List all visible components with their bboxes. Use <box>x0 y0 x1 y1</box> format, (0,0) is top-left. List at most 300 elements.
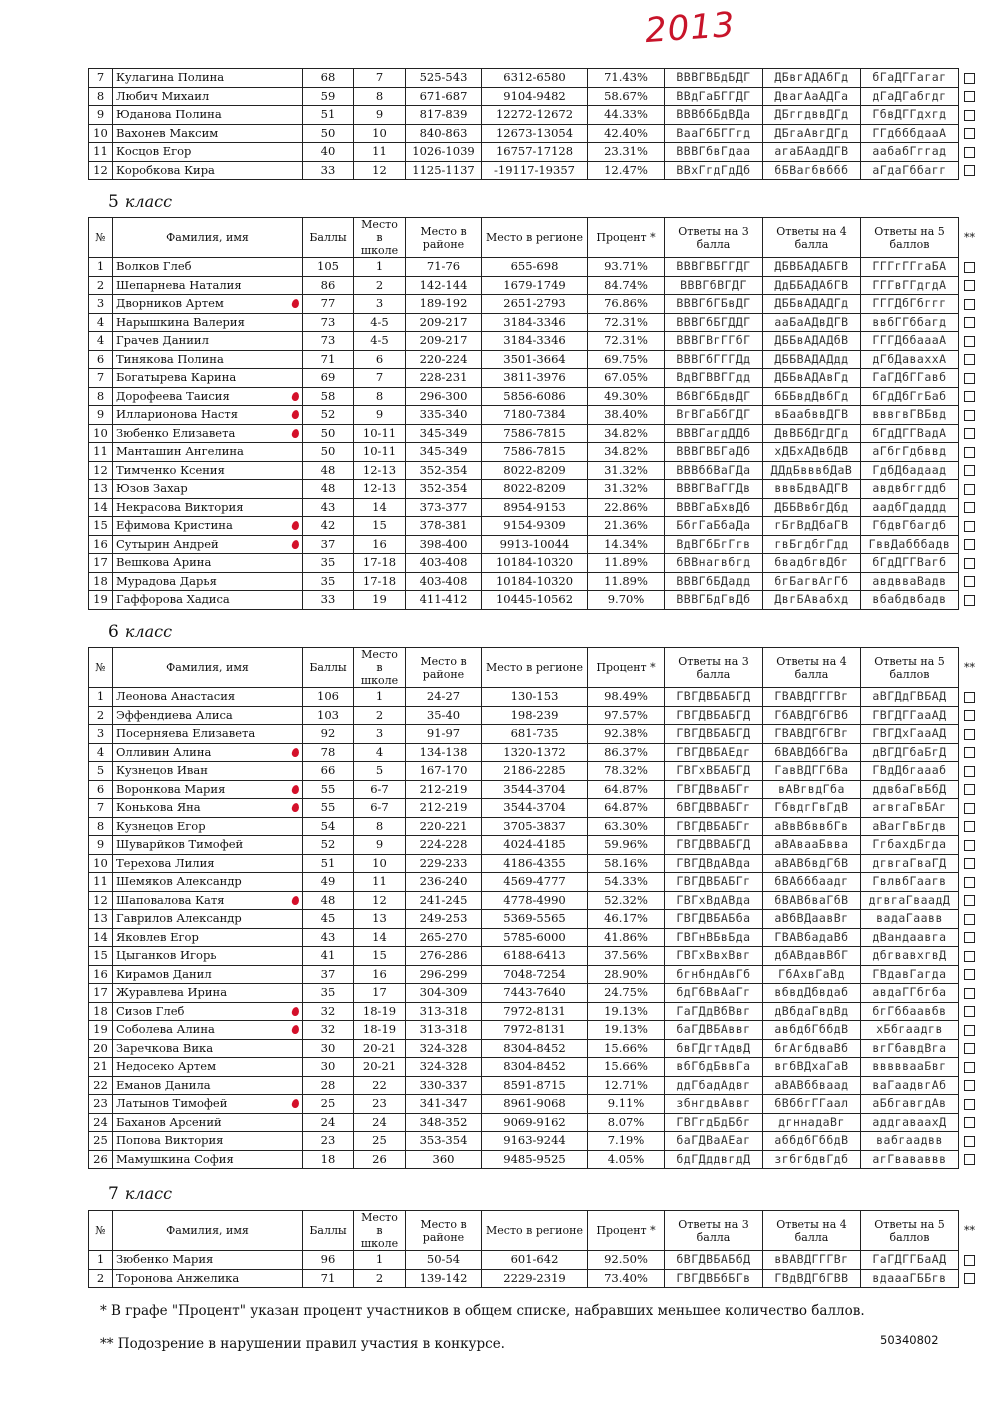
cell-name <box>113 87 303 106</box>
checkbox-icon[interactable] <box>964 710 975 721</box>
cell-name <box>113 124 303 143</box>
checkbox-icon[interactable] <box>964 502 975 513</box>
cell-num: 26 <box>89 1150 113 1169</box>
cell-ans3: ГВГхВдАВда <box>665 891 763 910</box>
checkbox-icon[interactable] <box>964 1273 975 1284</box>
cell-percent: 46.17% <box>588 910 665 929</box>
checkbox-icon[interactable] <box>964 391 975 402</box>
cell-name <box>113 910 303 929</box>
cell-num: 15 <box>89 517 113 536</box>
cell-num: 12 <box>89 461 113 480</box>
cell-ans3: ВдВГВВГГдд <box>665 369 763 388</box>
table-row <box>89 965 981 984</box>
col-name: Фамилия, имя <box>113 648 303 688</box>
violation-flag-cell <box>959 725 981 744</box>
table-row <box>89 1095 981 1114</box>
cell-percent: 58.16% <box>588 854 665 873</box>
cell-region: 3501-3664 <box>482 350 588 369</box>
cell-district: 378-381 <box>406 517 482 536</box>
col-ans5: Ответы на 5 баллов <box>861 218 959 258</box>
cell-ans5: вввввааБвг <box>861 1058 959 1077</box>
checkbox-icon[interactable] <box>964 465 975 476</box>
cell-score: 25 <box>303 1095 354 1114</box>
cell-name <box>113 1251 303 1270</box>
checkbox-icon[interactable] <box>964 280 975 291</box>
table-row <box>89 947 981 966</box>
cell-name <box>113 350 303 369</box>
cell-ans3: БбгГаБбаДа <box>665 517 763 536</box>
cell-ans5: ГГГвГГдгдА <box>861 276 959 295</box>
checkbox-icon[interactable] <box>964 1136 975 1147</box>
checkbox-icon[interactable] <box>964 840 975 851</box>
col-district: Место в районе <box>406 218 482 258</box>
cell-school: 17-18 <box>354 572 406 591</box>
cell-score: 96 <box>303 1251 354 1270</box>
cell-region: 5369-5565 <box>482 910 588 929</box>
cell-num: 2 <box>89 1269 113 1288</box>
checkbox-icon[interactable] <box>964 595 975 606</box>
cell-ans3: бгнбндАвГб <box>665 965 763 984</box>
table-row <box>89 424 981 443</box>
cell-school: 14 <box>354 928 406 947</box>
cell-ans4: гвБгдбгГдд <box>763 535 861 554</box>
cell-ans3: бвГДгтАдвД <box>665 1039 763 1058</box>
cell-ans5: ГГГДбГбггг <box>861 295 959 314</box>
cell-name <box>113 443 303 462</box>
participant-name: Шаповалова Катя <box>116 892 225 907</box>
cell-school: 10-11 <box>354 443 406 462</box>
cell-region: 7586-7815 <box>482 443 588 462</box>
table-row <box>89 910 981 929</box>
checkbox-icon[interactable] <box>964 147 975 158</box>
checkbox-icon[interactable] <box>964 1117 975 1128</box>
cell-ans4: ГВАВДГбГВг <box>763 725 861 744</box>
checkbox-icon[interactable] <box>964 110 975 121</box>
violation-flag-cell <box>959 1021 981 1040</box>
cell-name <box>113 1039 303 1058</box>
cell-name <box>113 706 303 725</box>
cell-ans4: ДББвАДАДбВ <box>763 332 861 351</box>
cell-region: 1679-1749 <box>482 276 588 295</box>
checkbox-icon[interactable] <box>964 539 975 550</box>
cell-percent: 9.11% <box>588 1095 665 1114</box>
cell-score: 59 <box>303 87 354 106</box>
cell-district: 313-318 <box>406 1021 482 1040</box>
cell-school: 10 <box>354 854 406 873</box>
col-percent: Процент * <box>588 648 665 688</box>
participant-name: Илларионова Настя <box>116 407 238 422</box>
cell-num: 3 <box>89 295 113 314</box>
participant-name: Волков Глеб <box>116 259 192 274</box>
cell-ans4: ГавВДГГбВа <box>763 762 861 781</box>
cell-ans5: ваГаадвгАб <box>861 1076 959 1095</box>
cell-school: 6-7 <box>354 780 406 799</box>
checkbox-icon[interactable] <box>964 1080 975 1091</box>
cell-name <box>113 891 303 910</box>
cell-region: 9069-9162 <box>482 1113 588 1132</box>
participant-name: Ефимова Кристина <box>116 518 233 533</box>
cell-num: 3 <box>89 725 113 744</box>
red-pen-mark-icon <box>291 747 300 758</box>
cell-name <box>113 836 303 855</box>
cell-ans5: ГаГДГГБаАД <box>861 1251 959 1270</box>
checkbox-icon[interactable] <box>964 969 975 980</box>
cell-name <box>113 965 303 984</box>
handwritten-year: 2013 <box>643 4 737 52</box>
cell-ans5: ГввДабббадв <box>861 535 959 554</box>
table-row <box>89 891 981 910</box>
cell-num: 11 <box>89 143 113 162</box>
cell-percent: 31.32% <box>588 461 665 480</box>
cell-name <box>113 424 303 443</box>
cell-district: 134-138 <box>406 743 482 762</box>
table-row <box>89 87 981 106</box>
participant-name: Шуварйков Тимофей <box>116 837 244 852</box>
cell-name <box>113 276 303 295</box>
cell-region: 3811-3976 <box>482 369 588 388</box>
cell-district: 265-270 <box>406 928 482 947</box>
cell-region: 10445-10562 <box>482 591 588 610</box>
checkbox-icon[interactable] <box>964 1006 975 1017</box>
cell-percent: 72.31% <box>588 332 665 351</box>
cell-ans3: вбГбдБввГа <box>665 1058 763 1077</box>
cell-district: 296-300 <box>406 387 482 406</box>
cell-percent: 52.32% <box>588 891 665 910</box>
cell-num: 14 <box>89 928 113 947</box>
cell-name <box>113 295 303 314</box>
violation-flag-cell <box>959 69 981 88</box>
cell-ans4: ГВАВбадаВб <box>763 928 861 947</box>
cell-school: 4 <box>354 743 406 762</box>
checkbox-icon[interactable] <box>964 1062 975 1073</box>
table-row <box>89 743 981 762</box>
cell-school: 18-19 <box>354 1021 406 1040</box>
cell-ans3: ВВВГаБхвДб <box>665 498 763 517</box>
checkbox-icon[interactable] <box>964 1099 975 1110</box>
violation-flag-cell <box>959 535 981 554</box>
checkbox-icon[interactable] <box>964 858 975 869</box>
cell-district: 324-328 <box>406 1039 482 1058</box>
cell-ans5: дГбДаваххА <box>861 350 959 369</box>
cell-district: 313-318 <box>406 1002 482 1021</box>
violation-flag-cell <box>959 276 981 295</box>
violation-flag-cell <box>959 928 981 947</box>
checkbox-icon[interactable] <box>964 576 975 587</box>
cell-ans5: ГвлвбГаагв <box>861 873 959 892</box>
cell-ans3: ГВГДВБАБГг <box>665 817 763 836</box>
participant-name: Яковлев Егор <box>116 929 199 944</box>
cell-district: 296-299 <box>406 965 482 984</box>
cell-region: 198-239 <box>482 706 588 725</box>
participant-name: Гаврилов Александр <box>116 911 242 926</box>
cell-num: 5 <box>89 762 113 781</box>
checkbox-icon[interactable] <box>964 299 975 310</box>
cell-ans4: ДБвгАДАбГд <box>763 69 861 88</box>
cell-district: 24-27 <box>406 688 482 707</box>
cell-ans3: ВВВГВгГГбГ <box>665 332 763 351</box>
cell-percent: 49.30% <box>588 387 665 406</box>
checkbox-icon[interactable] <box>964 336 975 347</box>
cell-district: 229-233 <box>406 854 482 873</box>
cell-ans3: ГВГхВвхВвг <box>665 947 763 966</box>
cell-ans3: ддГбадАдвг <box>665 1076 763 1095</box>
cell-school: 1 <box>354 688 406 707</box>
cell-school: 16 <box>354 965 406 984</box>
grade-5-heading: 5 класс <box>108 192 173 212</box>
col-school: Место в школе <box>354 1211 406 1251</box>
checkbox-icon[interactable] <box>964 1255 975 1266</box>
table-row <box>89 161 981 180</box>
cell-school: 23 <box>354 1095 406 1114</box>
participant-name: Леонова Анастасия <box>116 689 236 704</box>
cell-ans4: ДдББАДАбГВ <box>763 276 861 295</box>
cell-score: 30 <box>303 1058 354 1077</box>
cell-score: 106 <box>303 688 354 707</box>
checkbox-icon[interactable] <box>964 128 975 139</box>
cell-score: 42 <box>303 517 354 536</box>
grade-7-table <box>88 1210 981 1288</box>
participant-name: Латынов Тимофей <box>116 1096 228 1111</box>
cell-school: 1 <box>354 258 406 277</box>
cell-percent: 78.32% <box>588 762 665 781</box>
table-row <box>89 706 981 725</box>
cell-num: 11 <box>89 873 113 892</box>
checkbox-icon[interactable] <box>964 932 975 943</box>
checkbox-icon[interactable] <box>964 373 975 384</box>
violation-flag-cell <box>959 406 981 425</box>
table-row <box>89 928 981 947</box>
participant-name: Дворников Артем <box>116 296 224 311</box>
table-header-row <box>89 218 981 258</box>
cell-percent: 59.96% <box>588 836 665 855</box>
cell-name <box>113 1058 303 1077</box>
cell-district: 348-352 <box>406 1113 482 1132</box>
checkbox-icon[interactable] <box>964 766 975 777</box>
cell-score: 52 <box>303 406 354 425</box>
cell-school: 12-13 <box>354 480 406 499</box>
cell-school: 15 <box>354 517 406 536</box>
checkbox-icon[interactable] <box>964 821 975 832</box>
cell-region: 5785-6000 <box>482 928 588 947</box>
cell-ans4: вгбВДхаГаВ <box>763 1058 861 1077</box>
checkbox-icon[interactable] <box>964 558 975 569</box>
checkbox-icon[interactable] <box>964 73 975 84</box>
violation-flag-cell <box>959 517 981 536</box>
cell-score: 66 <box>303 762 354 781</box>
checkbox-icon[interactable] <box>964 428 975 439</box>
red-pen-mark-icon <box>291 895 300 906</box>
cell-region: 2186-2285 <box>482 762 588 781</box>
checkbox-icon[interactable] <box>964 317 975 328</box>
cell-ans4: аВбВДаавВг <box>763 910 861 929</box>
table-row <box>89 762 981 781</box>
cell-num: 16 <box>89 535 113 554</box>
cell-name <box>113 461 303 480</box>
cell-district: 241-245 <box>406 891 482 910</box>
table-row <box>89 1251 981 1270</box>
cell-percent: 42.40% <box>588 124 665 143</box>
cell-ans4: ГбАВДГбГВб <box>763 706 861 725</box>
checkbox-icon[interactable] <box>964 988 975 999</box>
cell-ans5: ГГГДббаааА <box>861 332 959 351</box>
cell-score: 92 <box>303 725 354 744</box>
cell-num: 17 <box>89 554 113 573</box>
cell-ans5: вввгвГВБвд <box>861 406 959 425</box>
table-row <box>89 387 981 406</box>
checkbox-icon[interactable] <box>964 1043 975 1054</box>
table-row <box>89 1113 981 1132</box>
cell-score: 48 <box>303 480 354 499</box>
cell-score: 35 <box>303 984 354 1003</box>
cell-ans3: бдГДддвгдД <box>665 1150 763 1169</box>
checkbox-icon[interactable] <box>964 692 975 703</box>
cell-school: 17 <box>354 984 406 1003</box>
cell-ans3: бВГДВВАБГг <box>665 799 763 818</box>
cell-school: 10 <box>354 124 406 143</box>
grade-6-heading: 6 класс <box>108 622 173 642</box>
table-row <box>89 572 981 591</box>
cell-ans5: дбгвавхгвД <box>861 947 959 966</box>
table-row <box>89 688 981 707</box>
checkbox-icon[interactable] <box>964 877 975 888</box>
checkbox-icon[interactable] <box>964 447 975 458</box>
cell-ans5: вбабдвбадв <box>861 591 959 610</box>
col-ans4: Ответы на 4 балла <box>763 1211 861 1251</box>
checkbox-icon[interactable] <box>964 262 975 273</box>
col-score: Баллы <box>303 648 354 688</box>
cell-school: 22 <box>354 1076 406 1095</box>
cell-district: 139-142 <box>406 1269 482 1288</box>
checkbox-icon[interactable] <box>964 165 975 176</box>
table-row <box>89 1039 981 1058</box>
cell-percent: 41.86% <box>588 928 665 947</box>
table-row <box>89 554 981 573</box>
cell-score: 33 <box>303 161 354 180</box>
checkbox-icon[interactable] <box>964 410 975 421</box>
checkbox-icon[interactable] <box>964 1154 975 1165</box>
checkbox-icon[interactable] <box>964 521 975 532</box>
cell-score: 69 <box>303 369 354 388</box>
col-percent: Процент * <box>588 1211 665 1251</box>
cell-ans3: бВВнагвбгд <box>665 554 763 573</box>
cell-percent: 97.57% <box>588 706 665 725</box>
cell-region: 7180-7384 <box>482 406 588 425</box>
cell-ans4: бВАВДббГВа <box>763 743 861 762</box>
cell-name <box>113 106 303 125</box>
cell-name <box>113 258 303 277</box>
cell-ans4: ДвагАаАДГа <box>763 87 861 106</box>
violation-flag-cell <box>959 706 981 725</box>
cell-ans3: ВааГбБГГгд <box>665 124 763 143</box>
cell-district: 209-217 <box>406 313 482 332</box>
cell-name <box>113 743 303 762</box>
checkbox-icon[interactable] <box>964 484 975 495</box>
cell-district: 324-328 <box>406 1058 482 1077</box>
cell-score: 52 <box>303 836 354 855</box>
violation-flag-cell <box>959 461 981 480</box>
cell-name <box>113 817 303 836</box>
checkbox-icon[interactable] <box>964 91 975 102</box>
cell-num: 2 <box>89 276 113 295</box>
cell-percent: 58.67% <box>588 87 665 106</box>
violation-flag-cell <box>959 780 981 799</box>
participant-name: Вешкова Арина <box>116 555 212 570</box>
cell-district: 50-54 <box>406 1251 482 1270</box>
checkbox-icon[interactable] <box>964 354 975 365</box>
participant-name: Любич Михаил <box>116 88 210 103</box>
cell-ans3: ВгВГаБбГДГ <box>665 406 763 425</box>
cell-name <box>113 517 303 536</box>
cell-ans5: бГдДГГВагб <box>861 554 959 573</box>
cell-region: 8304-8452 <box>482 1058 588 1077</box>
cell-school: 3 <box>354 295 406 314</box>
checkbox-icon[interactable] <box>964 803 975 814</box>
cell-score: 37 <box>303 965 354 984</box>
checkbox-icon[interactable] <box>964 747 975 758</box>
cell-ans5: вабгаадвв <box>861 1132 959 1151</box>
col-score: Баллы <box>303 218 354 258</box>
cell-district: 411-412 <box>406 591 482 610</box>
grade-6-table <box>88 647 981 1169</box>
cell-ans4: аВАВббваад <box>763 1076 861 1095</box>
cell-ans3: ГВГДВБАБГД <box>665 688 763 707</box>
checkbox-icon[interactable] <box>964 895 975 906</box>
cell-ans5: агвгаГвБАг <box>861 799 959 818</box>
checkbox-icon[interactable] <box>964 1025 975 1036</box>
cell-ans4: ДвгБАвабхд <box>763 591 861 610</box>
table-row <box>89 480 981 499</box>
cell-region: 9154-9309 <box>482 517 588 536</box>
cell-ans3: бВГДВБАБбД <box>665 1251 763 1270</box>
violation-flag-cell <box>959 891 981 910</box>
cell-ans5: дгвгаГваГД <box>861 854 959 873</box>
cell-num: 10 <box>89 854 113 873</box>
col-num: № <box>89 1211 113 1251</box>
participant-name: Воронкова Мария <box>116 781 226 796</box>
cell-ans4: хДБхАДвбДВ <box>763 443 861 462</box>
cell-num: 1 <box>89 1251 113 1270</box>
cell-school: 4-5 <box>354 313 406 332</box>
cell-ans4: ДББвАДАДГд <box>763 295 861 314</box>
checkbox-icon[interactable] <box>964 951 975 962</box>
cell-percent: 8.07% <box>588 1113 665 1132</box>
cell-region: 3544-3704 <box>482 799 588 818</box>
col-school: Место в школе <box>354 218 406 258</box>
cell-score: 28 <box>303 1076 354 1095</box>
cell-school: 12 <box>354 161 406 180</box>
checkbox-icon[interactable] <box>964 784 975 795</box>
cell-ans5: авдвваВадв <box>861 572 959 591</box>
cell-percent: 12.47% <box>588 161 665 180</box>
cell-num: 1 <box>89 688 113 707</box>
cell-num: 4 <box>89 313 113 332</box>
cell-name <box>113 572 303 591</box>
participant-name: Заречкова Вика <box>116 1040 214 1055</box>
cell-school: 4-5 <box>354 332 406 351</box>
table-row <box>89 1076 981 1095</box>
checkbox-icon[interactable] <box>964 914 975 925</box>
cell-region: 7972-8131 <box>482 1002 588 1021</box>
cell-ans5: дВандаавга <box>861 928 959 947</box>
cell-score: 43 <box>303 928 354 947</box>
cell-district: 1125-1137 <box>406 161 482 180</box>
cell-percent: 23.31% <box>588 143 665 162</box>
cell-region: 4024-4185 <box>482 836 588 855</box>
checkbox-icon[interactable] <box>964 729 975 740</box>
cell-ans3: ГВГДВБбБГв <box>665 1269 763 1288</box>
cell-region: 4186-4355 <box>482 854 588 873</box>
cell-ans4: бББвдДвбГд <box>763 387 861 406</box>
